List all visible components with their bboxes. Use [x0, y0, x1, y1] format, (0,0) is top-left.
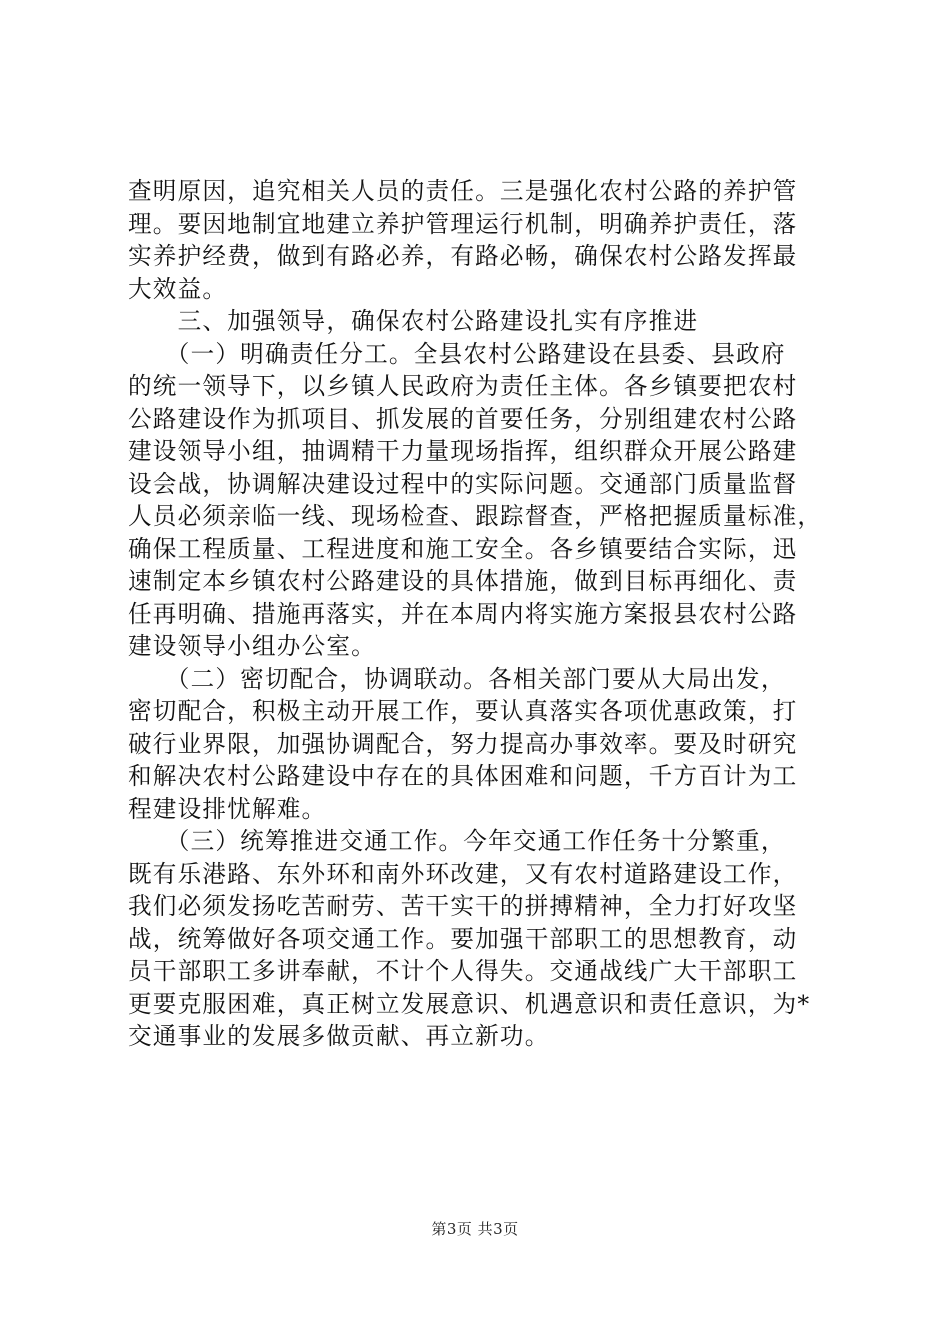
text-line: 和解决农村公路建设中存在的具体困难和问题，千方百计为工 — [128, 762, 798, 790]
page-number-footer: 第3页 共3页 — [431, 1220, 519, 1238]
text-line: 程建设排忧解难。 — [128, 794, 327, 823]
text-line: 设会战，协调解决建设过程中的实际问题。交通部门质量监督 — [128, 469, 798, 498]
text-line: 的统一领导下，以乡镇人民政府为责任主体。各乡镇要把农村 — [128, 372, 798, 400]
text-line: 理。要因地制宜地建立养护管理运行机制，明确养护责任，落 — [128, 209, 798, 238]
text-line: 实养护经费，做到有路必养，有路必畅，确保农村公路发挥最 — [128, 242, 798, 270]
text-line: 确保工程质量、工程进度和施工安全。各乡镇要结合实际，迅 — [128, 534, 798, 563]
text-line: 公路建设作为抓项目、抓发展的首要任务，分别组建农村公路 — [128, 404, 798, 433]
text-line: 员干部职工多讲奉献，不计个人得失。交通战线广大干部职工 — [128, 957, 798, 985]
text-line: 速制定本乡镇农村公路建设的具体措施，做到目标再细化、责 — [128, 567, 798, 595]
text-line: （一）明确责任分工。全县农村公路建设在县委、县政府 — [128, 339, 786, 368]
text-line: 交通事业的发展多做贡献、再立新功。 — [128, 1022, 550, 1050]
text-line: 查明原因，追究相关人员的责任。三是强化农村公路的养护管 — [128, 177, 798, 205]
text-line: 建设领导小组办公室。 — [128, 632, 376, 660]
text-line: 破行业界限，加强协调配合，努力提高办事效率。要及时研究 — [128, 729, 798, 758]
text-line: （二）密切配合，协调联动。各相关部门要从大局出发， — [128, 664, 786, 693]
text-line: 战，统筹做好各项交通工作。要加强干部职工的思想教育，动 — [128, 924, 798, 953]
text-line: 既有乐港路、东外环和南外环改建，又有农村道路建设工作， — [128, 859, 798, 888]
text-line: 密切配合，积极主动开展工作，要认真落实各项优惠政策，打 — [128, 697, 798, 725]
text-line: （三）统筹推进交通工作。今年交通工作任务十分繁重， — [128, 827, 786, 855]
text-line: 大效益。 — [128, 274, 228, 303]
text-line: 更要克服困难，真正树立发展意识、机遇意识和责任意识，为* — [128, 989, 811, 1018]
text-line: 人员必须亲临一线、现场检查、跟踪督查，严格把握质量标准， — [128, 502, 823, 530]
text-line: 我们必须发扬吃苦耐劳、苦干实干的拼搏精神，全力打好攻坚 — [128, 892, 798, 920]
body-text — [128, 175, 828, 1053]
section-heading: 三、加强领导，确保农村公路建设扎实有序推进 — [128, 307, 699, 335]
text-line: 建设领导小组，抽调精干力量现场指挥，组织群众开展公路建 — [128, 437, 798, 465]
text-line: 任再明确、措施再落实，并在本周内将实施方案报县农村公路 — [128, 599, 798, 628]
